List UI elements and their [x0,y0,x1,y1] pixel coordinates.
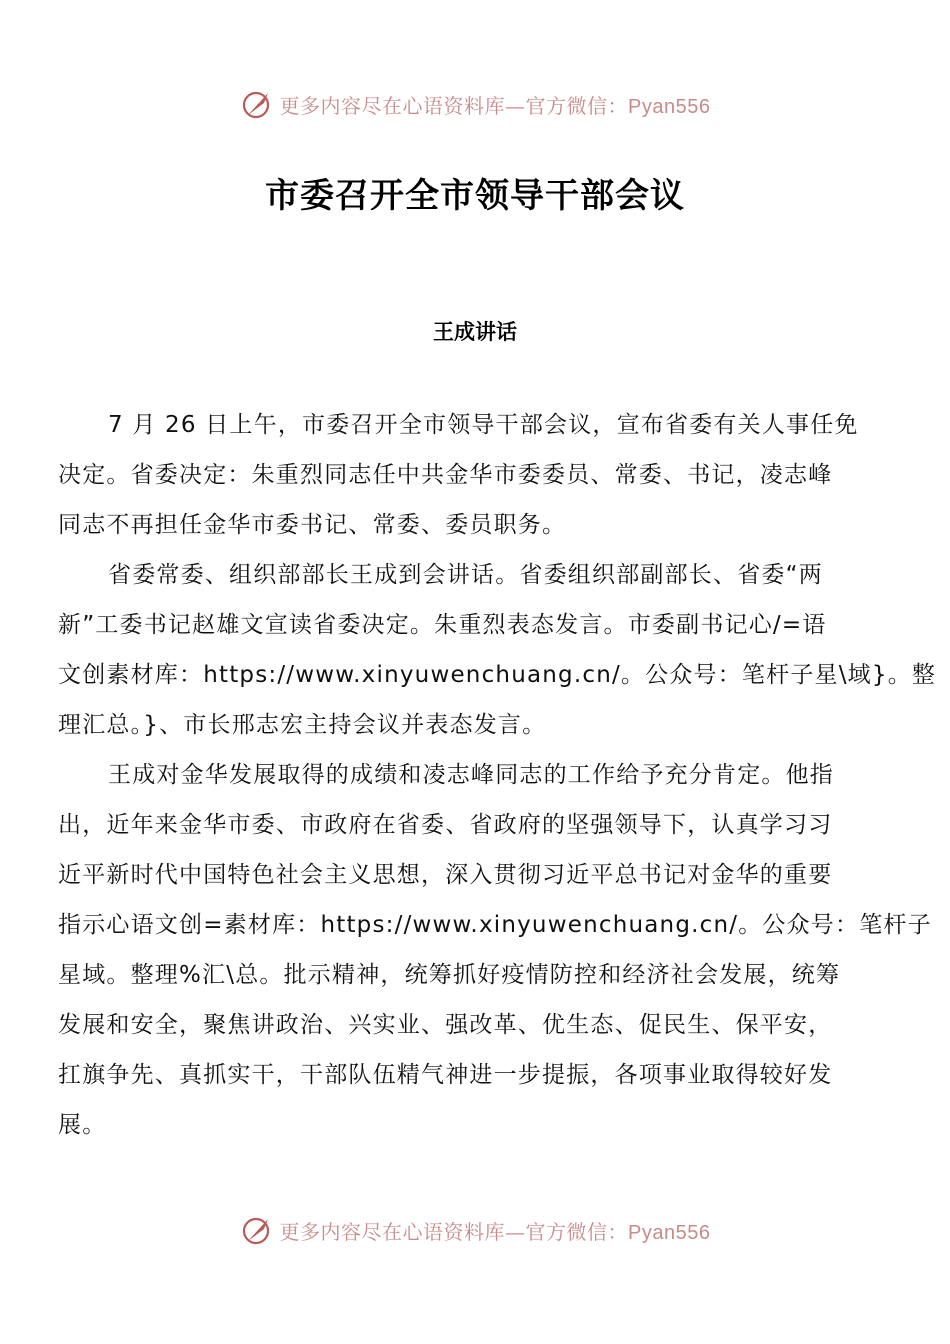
body-line: 展。 [58,1112,107,1138]
body-line: 新”工委书记赵雄文宣读省委决定。朱重烈表态发言。市委副书记心/=语 [58,612,827,638]
banner-text: 更多内容尽在心语资料库—官方微信：Pyan556 [279,93,711,118]
body-line: 省委常委、组织部部长王成到会讲话。省委组织部副部长、省委“两 [108,562,823,588]
body-line: 决定。省委决定：朱重烈同志任中共金华市委委员、常委、书记，凌志峰 [58,462,833,488]
document-body [58,400,937,1150]
body-line: 理汇总。}、市长邢志宏主持会议并表态发言。 [58,712,547,738]
document-subtitle: 王成讲话 [433,319,517,344]
footer-banner [0,1210,950,1250]
body-line: 星域。整理%汇\总。批示精神，统筹抓好疫情防控和经济社会发展，统筹 [58,962,841,988]
body-line: 扛旗争先、真抓实干，干部队伍精气神进一步提振，各项事业取得较好发 [58,1062,833,1088]
banner-text: 更多内容尽在心语资料库—官方微信：Pyan556 [279,1219,711,1244]
body-line: 近平新时代中国特色社会主义思想，深入贯彻习近平总书记对金华的重要 [58,862,833,888]
header-banner [0,84,950,124]
body-line: 王成对金华发展取得的成绩和凌志峰同志的工作给予充分肯定。他指 [108,762,834,788]
quill-logo-icon [240,87,274,121]
body-line: 指示心语文创=素材库：https://www.xinyuwenchuang.cn/。公众号：笔杆子 [58,912,932,938]
body-line: 发展和安全，聚焦讲政治、兴实业、强改革、优生态、促民生、保平安， [58,1012,833,1038]
body-line: 文创素材库：https://www.xinyuwenchuang.cn/。公众号：笔杆子星\域}。整 [58,662,937,688]
document-title: 市委召开全市领导干部会议 [265,176,685,216]
body-line: 同志不再担任金华市委书记、常委、委员职务。 [58,512,567,538]
body-line: 7 月 26 日上午，市委召开全市领导干部会议，宣布省委有关人事任免 [108,412,859,438]
quill-logo-icon [240,1213,274,1247]
body-line: 出，近年来金华市委、市政府在省委、省政府的坚强领导下，认真学习习 [58,812,833,838]
